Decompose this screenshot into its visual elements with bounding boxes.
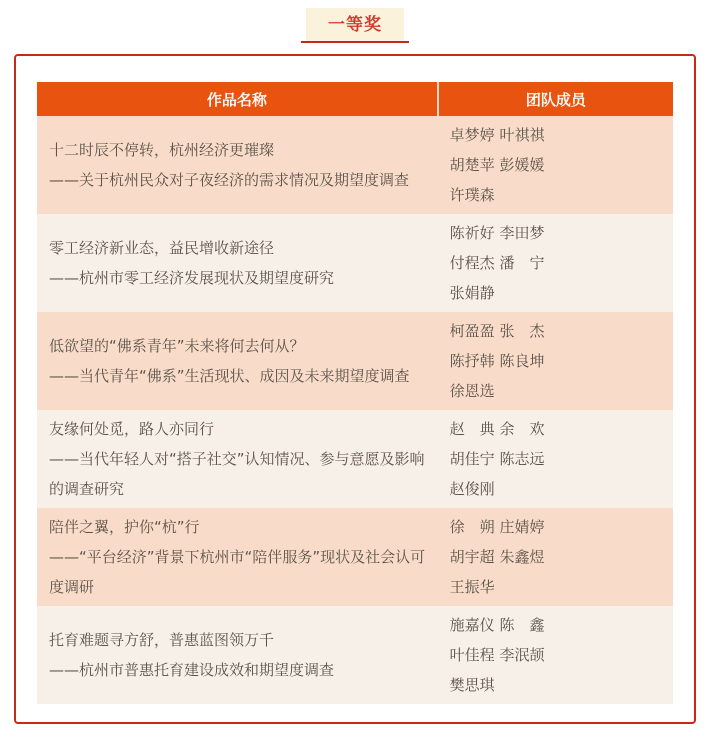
- awards-table: [37, 82, 673, 704]
- award-header: [0, 0, 710, 43]
- table-row: [37, 116, 673, 214]
- award-badge-underline: [301, 41, 409, 43]
- team-members-cell: [438, 606, 673, 704]
- work-subtitle-line: ——当代年轻人对“搭子社交”认知情况、参与意愿及影响的调查研究: [49, 450, 425, 498]
- work-title-cell: [37, 508, 438, 606]
- member-line: 叶佳程 李泯颉: [449, 646, 545, 664]
- work-subtitle-line: ——“平台经济”背景下杭州市“陪伴服务”现状及社会认可度调研: [49, 548, 426, 596]
- member-line: 徐 朔 庄婧婷: [449, 518, 545, 536]
- member-line: 柯盈盈 张 杰: [449, 322, 545, 340]
- member-line: 陈祈好 李田梦: [449, 224, 545, 242]
- member-line: 陈抒韩 陈良坤: [449, 352, 545, 370]
- work-title-cell: [37, 410, 438, 508]
- work-subtitle-line: ——杭州市零工经济发展现状及期望度研究: [49, 269, 335, 287]
- member-line: 付程杰 潘 宁: [449, 254, 545, 272]
- work-title-cell: [37, 312, 438, 410]
- work-title-cell: [37, 214, 438, 312]
- work-title-line: 零工经济新业态，益民增收新途径: [49, 239, 275, 257]
- table-row: [37, 312, 673, 410]
- awards-panel: [14, 54, 696, 724]
- member-line: 张娟静: [449, 284, 495, 302]
- column-header-work-title: 作品名称: [37, 82, 438, 116]
- work-title-cell: [37, 116, 438, 214]
- team-members-cell: [438, 410, 673, 508]
- work-subtitle-line: ——当代青年“佛系”生活现状、成因及未来期望度调查: [49, 367, 410, 385]
- table-row: [37, 410, 673, 508]
- work-subtitle-line: ——杭州市普惠托育建设成效和期望度调查: [49, 661, 335, 679]
- work-subtitle-line: ——关于杭州民众对子夜经济的需求情况及期望度调查: [49, 171, 410, 189]
- team-members-cell: [438, 312, 673, 410]
- member-line: 施嘉仪 陈 鑫: [449, 616, 545, 634]
- work-title-line: 低欲望的“佛系青年”未来将何去何从？: [49, 337, 305, 355]
- member-line: 卓梦婷 叶祺祺: [449, 126, 545, 144]
- team-members-cell: [438, 508, 673, 606]
- member-line: 胡楚苹 彭媛媛: [449, 156, 545, 174]
- member-line: 赵俊刚: [449, 480, 495, 498]
- member-line: 胡宇超 朱鑫煜: [449, 548, 545, 566]
- member-line: 赵 典 余 欢: [449, 420, 545, 438]
- member-line: 王振华: [449, 578, 495, 596]
- table-row: [37, 214, 673, 312]
- team-members-cell: [438, 214, 673, 312]
- member-line: 许璞森: [449, 186, 495, 204]
- table-header-row: [37, 82, 673, 116]
- team-members-cell: [438, 116, 673, 214]
- work-title-cell: [37, 606, 438, 704]
- work-title-line: 十二时辰不停转，杭州经济更璀璨: [49, 141, 275, 159]
- work-title-line: 托育难题寻方舒，普惠蓝图领万千: [49, 631, 275, 649]
- member-line: 徐恩选: [449, 382, 495, 400]
- table-row: [37, 606, 673, 704]
- work-title-line: 友缘何处觅，路人亦同行: [49, 420, 215, 438]
- column-header-team-members: 团队成员: [438, 82, 673, 116]
- member-line: 胡佳宁 陈志远: [449, 450, 545, 468]
- work-title-line: 陪伴之翼，护你“杭”行: [49, 518, 200, 536]
- member-line: 樊思琪: [449, 676, 495, 694]
- award-badge-label: 一等奖: [328, 15, 382, 35]
- award-badge: [306, 8, 404, 41]
- table-row: [37, 508, 673, 606]
